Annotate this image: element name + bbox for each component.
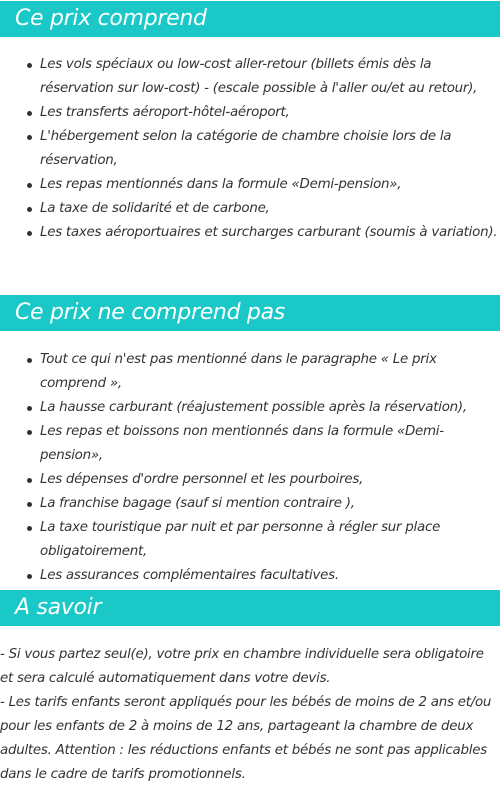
list-item: Les repas mentionnés dans la formule «Demi-pension», — [0, 173, 500, 197]
list-item: Les transferts aéroport-hôtel-aéroport, — [0, 101, 500, 125]
list-item: Tout ce qui n'est pas mentionné dans le paragraphe « Le prix comprend », — [0, 348, 500, 396]
a-savoir-text — [0, 643, 500, 787]
section-title: Ce prix ne comprend pas — [15, 300, 285, 325]
not-included-list — [0, 348, 500, 588]
list-item: Les repas et boissons non mentionnés dans la formule «Demi-pension», — [0, 420, 500, 468]
list-item: Les assurances complémentaires facultatives. — [0, 564, 500, 588]
section-header-included — [0, 1, 500, 37]
list-item: La franchise bagage (sauf si mention contraire ), — [0, 492, 500, 516]
list-item: Les dépenses d'ordre personnel et les pourboires, — [0, 468, 500, 492]
included-list — [0, 53, 500, 245]
list-item: La taxe de solidarité et de carbone, — [0, 197, 500, 221]
section-header-a-savoir — [0, 590, 500, 626]
list-item: L'hébergement selon la catégorie de chambre choisie lors de la réservation, — [0, 125, 500, 173]
section-header-not-included — [0, 295, 500, 331]
section-title: Ce prix comprend — [15, 6, 207, 31]
list-item: La hausse carburant (réajustement possible après la réservation), — [0, 396, 500, 420]
paragraph: - Si vous partez seul(e), votre prix en chambre individuelle sera obligatoire et sera calculé automatiquement dans votre devis. — [0, 647, 484, 686]
list-item: La taxe touristique par nuit et par personne à régler sur place obligatoirement, — [0, 516, 500, 564]
list-item: Les taxes aéroportuaires et surcharges carburant (soumis à variation). — [0, 221, 500, 245]
list-item: Les vols spéciaux ou low-cost aller-retour (billets émis dès la réservation sur low-cost) - (escale possible à l'aller ou/et au retour), — [0, 53, 500, 101]
paragraph: - Les tarifs enfants seront appliqués pour les bébés de moins de 2 ans et/ou pour les enfants de 2 à moins de 12 ans, partageant la chambre de deux adultes. Attention : les réductions enfants et bébés ne sont pas applicables dans le cadre de tarifs promotionnels. — [0, 695, 492, 782]
section-title: A savoir — [15, 595, 102, 620]
